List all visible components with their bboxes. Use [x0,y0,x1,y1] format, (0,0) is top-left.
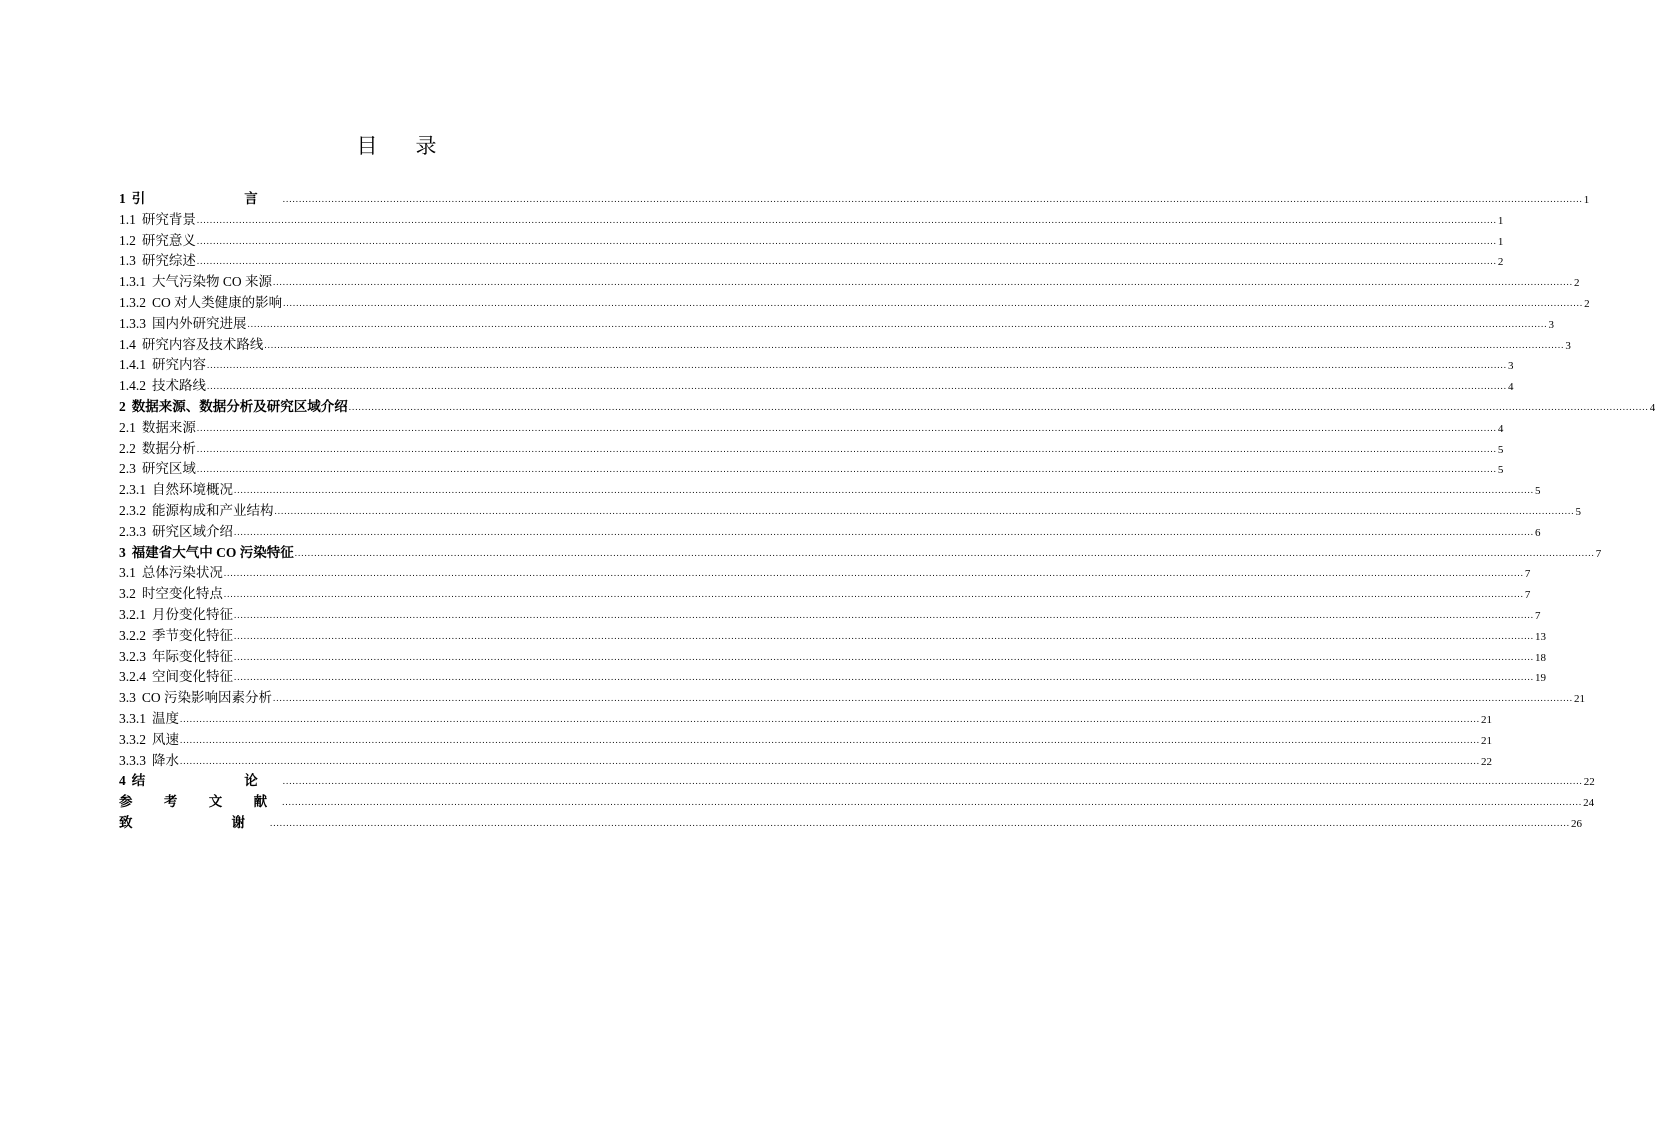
toc-title-char: 录 [415,134,437,158]
dot-leader: ................................................................................................................................................................................................................................................................................................................................................................................................................ [348,401,1649,412]
toc-entry-text: CO 对人类健康的影响 [152,294,283,310]
toc-entry-number: 1.3 [119,253,136,269]
toc-entry-page-number: 26 [1571,817,1582,830]
toc-entry[interactable] [119,771,1595,792]
toc-entry-label [119,459,196,480]
toc-entry-text: 自然环境概况 [152,482,233,498]
toc-entry[interactable] [119,314,1554,335]
toc-entry-page-number: 3 [1508,360,1514,373]
toc-entry-number: 3.2.3 [119,648,146,664]
toc-entry-number: 3.2 [119,586,136,602]
toc-entry-page-number: 2 [1497,256,1504,269]
toc-entry-number: 3.3.1 [119,710,146,726]
toc-entry-text: 空间变化特征 [152,669,233,685]
toc-entry-text: 技术路线 [152,378,206,394]
toc-entry-number: 1 [119,191,126,206]
dot-leader: ................................................................................................................................................................................................................................................................................................................................................................................................................ [264,339,1565,350]
toc-entry[interactable] [119,792,1595,813]
toc-entry[interactable] [119,667,1546,688]
toc-entry-text: 大气污染物 CO 来源 [152,274,273,290]
toc-entry-number: 3.2.1 [119,606,146,622]
dot-leader: ................................................................................................................................................................................................................................................................................................................................................................................................................ [234,485,1534,496]
toc-entry-label [119,751,179,772]
toc-entry-page-number: 3 [1565,339,1571,352]
toc-entry[interactable] [119,751,1492,772]
toc-entry-label [119,688,272,709]
toc-entry[interactable] [119,480,1541,501]
toc-entry[interactable] [119,522,1541,543]
toc-entry-text: 季节变化特征 [152,627,233,643]
toc-entry-text: 致 谢 [119,814,269,830]
dot-leader: ................................................................................................................................................................................................................................................................................................................................................................................................................ [234,651,1534,662]
toc-entry-number: 1.4 [119,336,136,352]
toc-entry[interactable] [119,459,1504,480]
toc-entry-number: 3.3 [119,690,136,706]
toc-entry-number: 1.3.1 [119,274,146,290]
toc-entry[interactable] [119,293,1590,314]
toc-entry-label [119,522,233,543]
toc-entry[interactable] [119,439,1504,460]
dot-leader: ................................................................................................................................................................................................................................................................................................................................................................................................................ [180,713,1480,724]
dot-leader: ................................................................................................................................................................................................................................................................................................................................................................................................................ [247,318,1548,329]
toc-entry-text: 时空变化特点 [141,586,223,602]
dot-leader: ................................................................................................................................................................................................................................................................................................................................................................................................................ [282,797,1583,808]
toc-entry-text: 参 考 文 献 [119,794,282,810]
toc-entry[interactable] [119,231,1504,252]
toc-entry-page-number: 7 [1535,609,1541,622]
toc-entry-number: 2 [119,398,126,414]
toc-entry-number: 2.3 [119,461,136,477]
toc-entry-label [119,355,206,376]
dot-leader: ................................................................................................................................................................................................................................................................................................................................................................................................................ [196,422,1497,433]
toc-entry-number: 2.3.2 [119,502,146,518]
toc-entry[interactable] [119,709,1492,730]
toc-entry-text: 研究内容及技术路线 [141,336,264,352]
dot-leader: ................................................................................................................................................................................................................................................................................................................................................................................................................ [294,547,1595,558]
toc-entry-label [119,543,294,564]
toc-entry-label [119,314,247,335]
toc-entry[interactable] [119,272,1580,293]
dot-leader: ................................................................................................................................................................................................................................................................................................................................................................................................................ [282,194,1583,204]
toc-entry-page-number: 21 [1481,713,1492,726]
toc-entry-label [119,709,179,730]
dot-leader: ................................................................................................................................................................................................................................................................................................................................................................................................................ [196,256,1497,267]
dot-leader: ................................................................................................................................................................................................................................................................................................................................................................................................................ [234,672,1534,683]
toc-entry-number: 3.3.3 [119,752,146,768]
toc-entry-page-number: 7 [1524,589,1531,602]
dot-leader: ................................................................................................................................................................................................................................................................................................................................................................................................................ [273,693,1574,704]
toc-entry-number: 3 [119,544,126,560]
dot-leader: ................................................................................................................................................................................................................................................................................................................................................................................................................ [207,381,1507,392]
toc-entry-label [119,480,233,501]
toc-entry-text: 温度 [152,710,179,726]
toc-entry-number: 3.2.4 [119,669,146,685]
toc-entry-label [119,730,179,751]
toc-entry-page-number: 2 [1584,297,1590,310]
toc-entry-text: 总体污染状况 [141,565,223,581]
toc-entry-label [119,563,223,584]
toc-entry-text: 结 论 [131,773,282,789]
dot-leader: ................................................................................................................................................................................................................................................................................................................................................................................................................ [196,214,1497,225]
toc-entry-number: 1.4.2 [119,378,146,394]
toc-entry-text: 福建省大气中 CO 污染特征 [131,544,294,560]
toc-entry-label [119,376,206,397]
toc-entry-page-number: 22 [1583,776,1595,789]
toc-entry-text: 数据来源 [141,419,196,435]
toc-entry[interactable] [119,563,1531,584]
toc-entry-label [119,189,282,210]
toc-entry[interactable] [119,335,1571,356]
toc-entry-text: 研究背景 [141,211,196,227]
toc-entry-label [119,667,233,688]
toc-entry-page-number: 1 [1497,235,1504,248]
toc-entry-text: 研究内容 [152,357,206,373]
dot-leader: ................................................................................................................................................................................................................................................................................................................................................................................................................ [283,297,1584,308]
dot-leader: ................................................................................................................................................................................................................................................................................................................................................................................................................ [223,568,1524,579]
toc-entry-label [119,293,282,314]
toc-entry-page-number: 24 [1583,797,1595,810]
dot-leader: ................................................................................................................................................................................................................................................................................................................................................................................................................ [207,360,1507,371]
toc-entry-text: 数据分析 [141,440,196,456]
toc-entry-number: 1.4.1 [119,357,146,373]
toc-entry-label [119,605,233,626]
toc-entry[interactable] [119,584,1531,605]
dot-leader: ................................................................................................................................................................................................................................................................................................................................................................................................................ [273,277,1574,288]
toc-entry-number: 3.1 [119,565,136,581]
toc-entry-page-number: 21 [1481,734,1492,747]
toc-entry-text: CO 污染影响因素分析 [141,690,273,706]
dot-leader: ................................................................................................................................................................................................................................................................................................................................................................................................................ [180,755,1480,766]
toc-entry-page-number: 7 [1595,547,1602,560]
toc-entry[interactable] [119,251,1504,272]
toc-entry-page-number: 21 [1574,693,1586,706]
toc-entry-label [119,792,281,813]
toc-entry[interactable] [119,626,1546,647]
toc-entry-label [119,335,263,356]
toc-entry[interactable] [119,813,1582,834]
dot-leader: ................................................................................................................................................................................................................................................................................................................................................................................................................ [234,630,1534,641]
toc-title-char: 目 [356,134,378,158]
dot-leader: ................................................................................................................................................................................................................................................................................................................................................................................................................ [270,817,1570,828]
toc-entry-text: 月份变化特征 [152,606,233,622]
toc-entry-label [119,771,282,792]
toc-entry[interactable] [119,730,1492,751]
toc-entry-number: 1.1 [119,211,136,227]
toc-entry[interactable] [119,189,1590,210]
toc-entry[interactable] [119,210,1504,231]
toc-entry-page-number: 2 [1574,277,1580,290]
toc-entry-page-number: 5 [1535,485,1541,498]
toc-entry-label [119,251,196,272]
toc-entry[interactable] [119,376,1514,397]
toc-entry-label [119,647,233,668]
toc-entry-number: 3.3.2 [119,731,146,747]
toc-entry-page-number: 4 [1508,381,1514,394]
dot-leader: ................................................................................................................................................................................................................................................................................................................................................................................................................ [196,235,1497,246]
dot-leader: ................................................................................................................................................................................................................................................................................................................................................................................................................ [196,464,1497,475]
toc-title [0,133,793,159]
toc-entry-label [119,418,196,439]
toc-entry-label [119,231,196,252]
toc-entry-page-number: 13 [1535,630,1546,643]
toc-entry-page-number: 5 [1497,443,1504,456]
toc-entry-text: 年际变化特征 [152,648,233,664]
toc-entry-label [119,397,348,418]
toc-entry-text: 能源构成和产业结构 [152,502,274,518]
toc-entry-number: 1.3.2 [119,294,146,310]
dot-leader: ................................................................................................................................................................................................................................................................................................................................................................................................................ [234,526,1534,537]
toc-entry-page-number: 4 [1649,401,1655,414]
dot-leader: ................................................................................................................................................................................................................................................................................................................................................................................................................ [180,734,1480,745]
toc-entry-page-number: 18 [1535,651,1546,664]
toc-entry-page-number: 5 [1575,505,1581,518]
toc-entry-page-number: 22 [1481,755,1492,768]
dot-leader: ................................................................................................................................................................................................................................................................................................................................................................................................................ [274,505,1575,516]
toc-entry-label [119,813,269,834]
toc-entry-text: 降水 [152,752,179,768]
toc-entry-number: 4 [119,773,126,789]
toc-entry-text: 研究意义 [141,232,196,248]
toc-entry-text: 引 言 [131,191,282,206]
toc-entry-page-number: 7 [1524,568,1531,581]
toc-entry-page-number: 4 [1497,422,1504,435]
toc-entry-number: 2.3.3 [119,523,146,539]
toc-entry-number: 1.3.3 [119,315,146,331]
toc-entry-number: 2.3.1 [119,482,146,498]
toc-entry-text: 研究区域 [141,461,196,477]
toc-entry[interactable] [119,647,1546,668]
toc-entry-page-number: 19 [1535,672,1546,685]
toc-entry[interactable] [119,688,1586,709]
toc-entry-text: 国内外研究进展 [152,315,247,331]
toc-entry-number: 2.2 [119,440,136,456]
dot-leader: ................................................................................................................................................................................................................................................................................................................................................................................................................ [282,776,1583,787]
toc-entry-text: 研究区域介绍 [152,523,233,539]
toc-entry[interactable] [119,418,1504,439]
toc-entry-label [119,626,233,647]
toc-entry-label [119,439,196,460]
toc-entry[interactable] [119,355,1514,376]
toc-entry-text: 数据来源、数据分析及研究区域介绍 [131,398,348,414]
toc-entry-page-number: 1 [1497,214,1504,227]
dot-leader: ................................................................................................................................................................................................................................................................................................................................................................................................................ [196,443,1497,454]
toc-entry-page-number: 6 [1535,526,1541,539]
toc-entry-page-number: 1 [1583,194,1590,206]
toc-entry-number: 1.2 [119,232,136,248]
table-of-contents [119,189,1655,834]
toc-entry-number: 3.2.2 [119,627,146,643]
toc-entry-page-number: 3 [1548,318,1554,331]
toc-entry[interactable] [119,501,1581,522]
toc-entry[interactable] [119,397,1655,418]
toc-entry-label [119,501,274,522]
toc-entry-label [119,210,196,231]
toc-entry-label [119,272,272,293]
toc-entry-text: 风速 [152,731,179,747]
toc-entry[interactable] [119,605,1541,626]
toc-entry-text: 研究综述 [141,253,196,269]
toc-entry-number: 2.1 [119,419,136,435]
toc-entry-label [119,584,223,605]
toc-entry[interactable] [119,543,1602,564]
dot-leader: ................................................................................................................................................................................................................................................................................................................................................................................................................ [234,609,1534,620]
dot-leader: ................................................................................................................................................................................................................................................................................................................................................................................................................ [223,589,1524,600]
toc-entry-page-number: 5 [1497,464,1504,477]
